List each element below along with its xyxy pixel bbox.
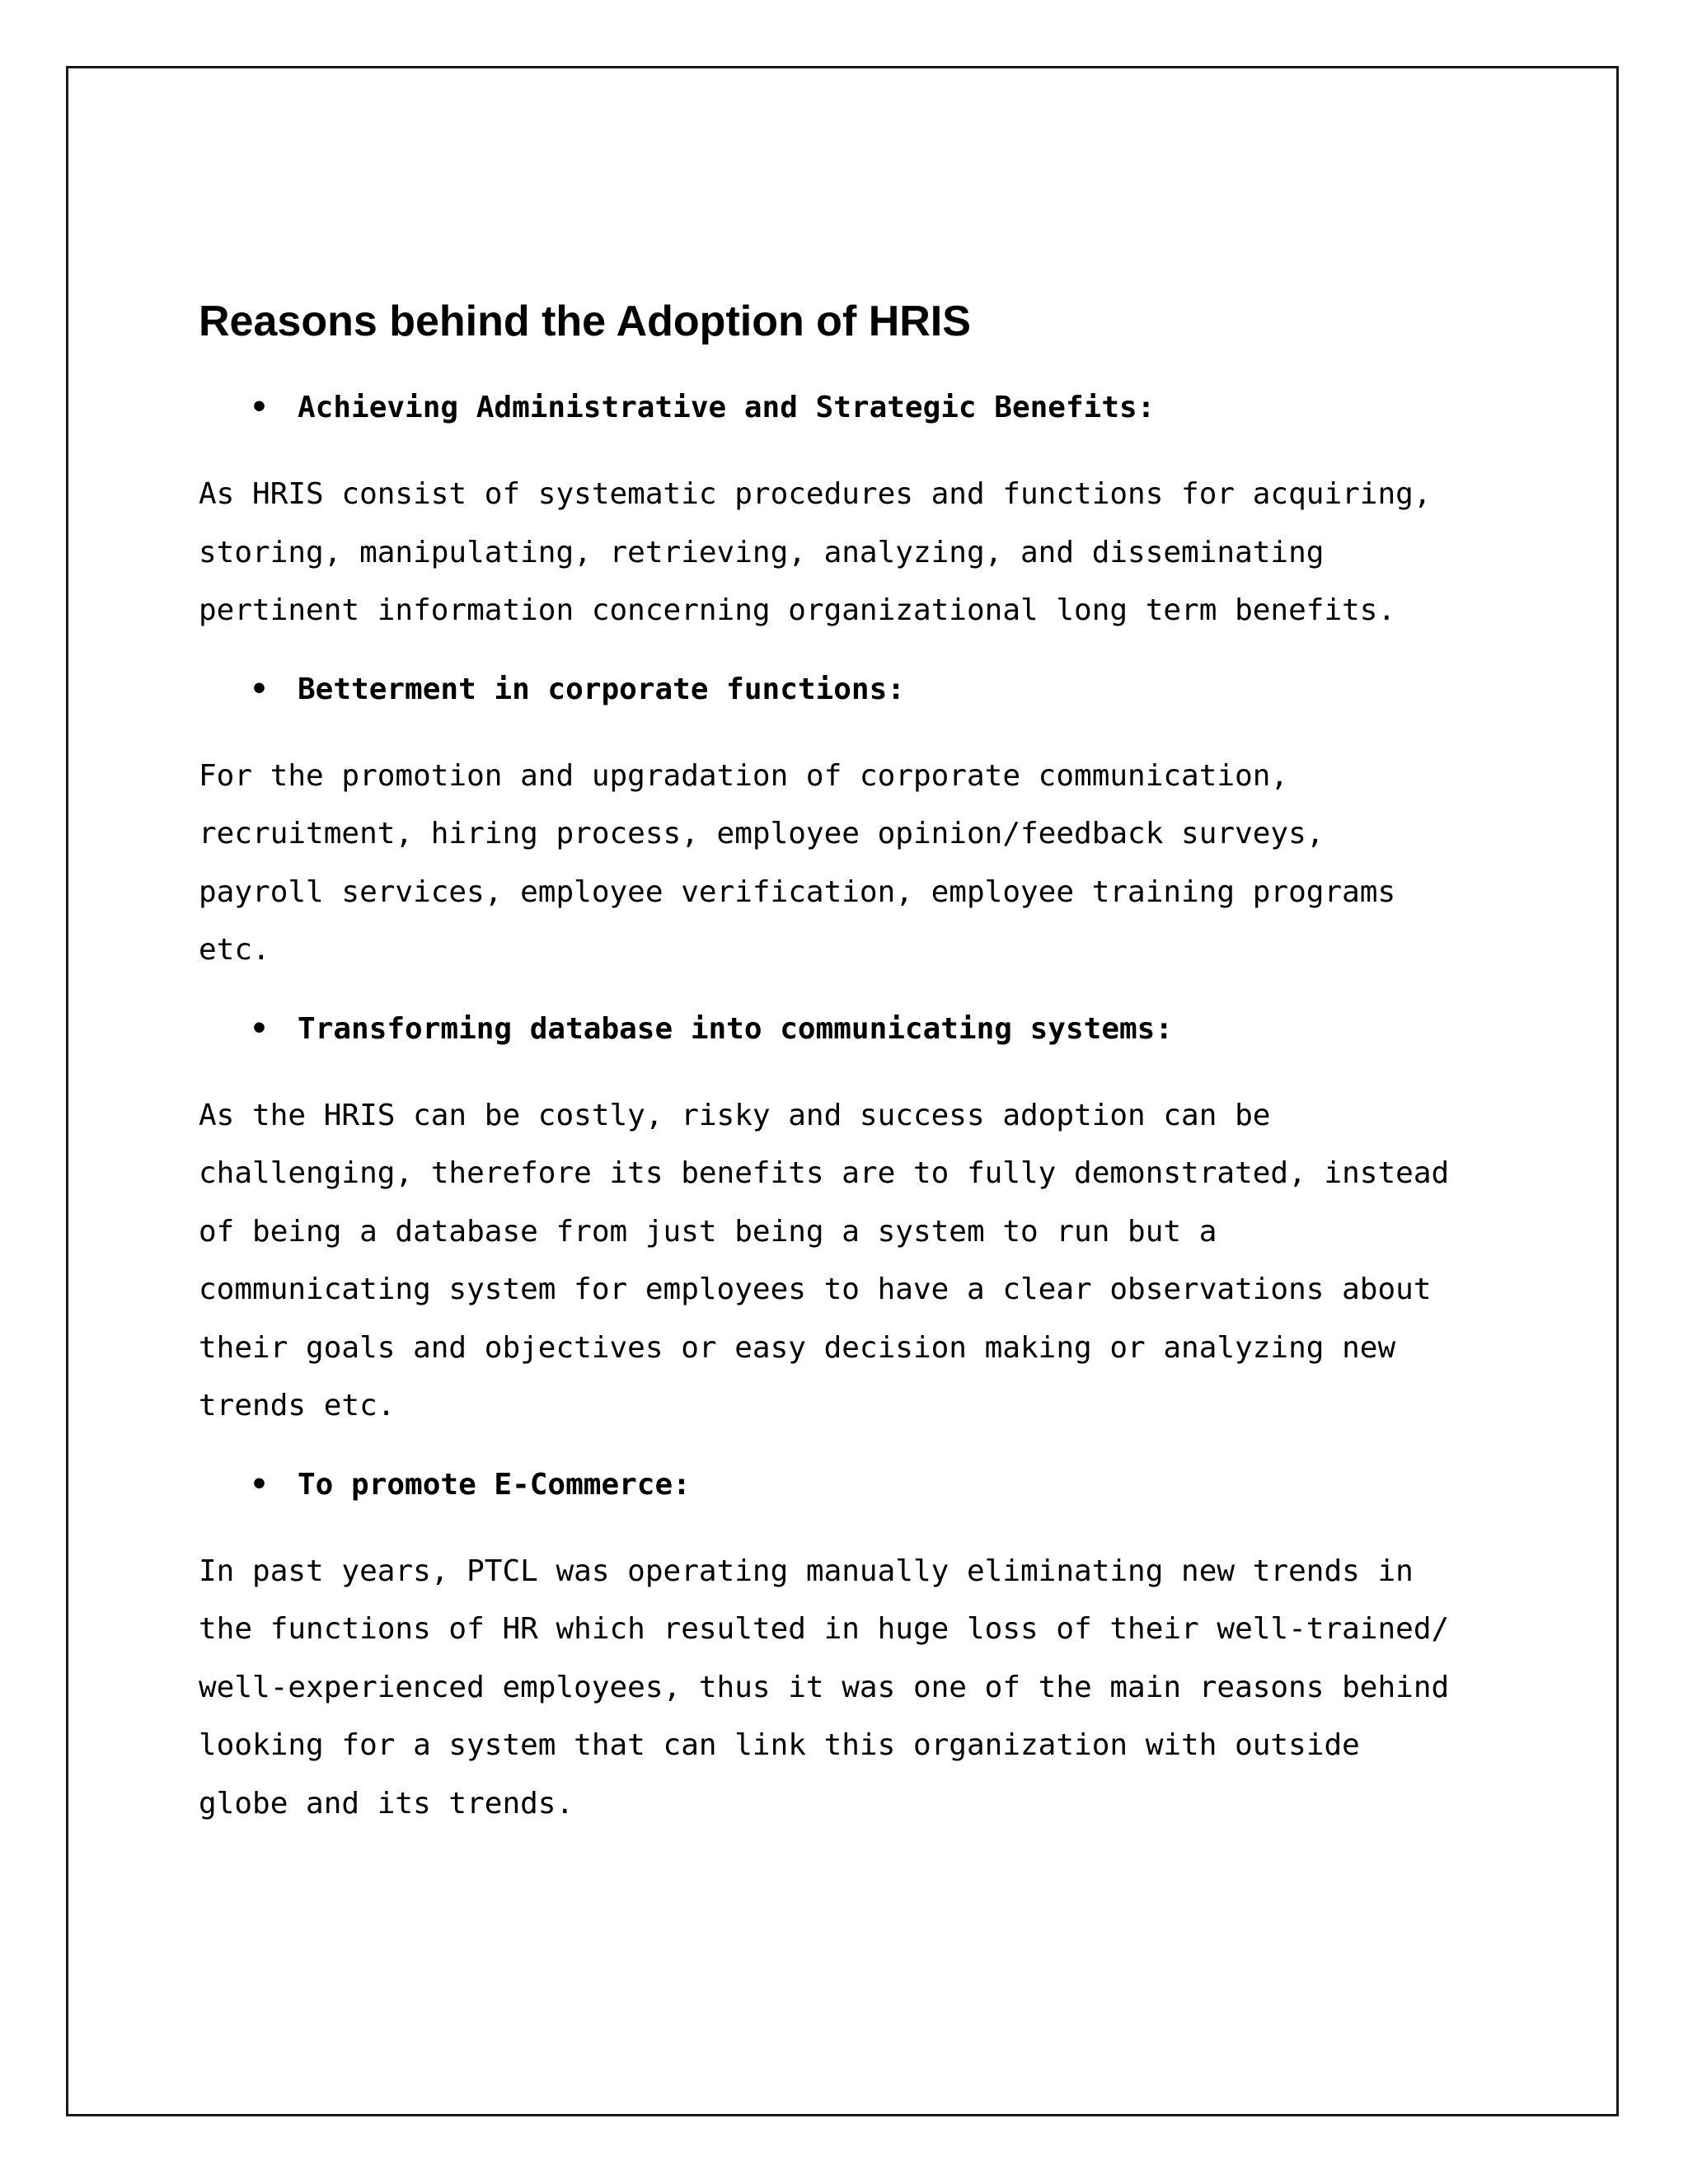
paragraph-line: trends etc. <box>199 1389 396 1422</box>
section-heading-text: Betterment in corporate functions: <box>298 672 905 706</box>
document-content <box>199 284 1501 1858</box>
section-heading-text: Achieving Administrative and Strategic Benefits: <box>298 391 1156 424</box>
section-heading-text: To promote E-Commerce: <box>298 1467 691 1502</box>
paragraph-line: recruitment, hiring process, employee opinion/feedback surveys, <box>199 817 1325 851</box>
paragraph-line: As the HRIS can be costly, risky and success adoption can be <box>199 1098 1271 1132</box>
paragraph-line: etc. <box>199 933 270 967</box>
section-heading <box>199 383 1501 433</box>
section-heading <box>199 665 1501 715</box>
section-paragraph <box>199 1543 1501 1834</box>
section-heading <box>199 1005 1501 1054</box>
paragraph-line: storing, manipulating, retrieving, analyzing, and disseminating <box>199 535 1325 569</box>
paragraph-line: As HRIS consist of systematic procedures and functions for acquiring, <box>199 477 1432 511</box>
paragraph-line: challenging, therefore its benefits are to fully demonstrated, instead <box>199 1156 1450 1190</box>
document-title: Reasons behind the Adoption of HRIS <box>199 298 971 345</box>
bullet-icon: • <box>250 1467 270 1502</box>
paragraph-line: looking for a system that can link this organization with outside <box>199 1728 1360 1762</box>
section-heading <box>199 1460 1501 1510</box>
bullet-icon: • <box>250 672 270 706</box>
paragraph-line: well-experienced employees, thus it was one of the main reasons behind <box>199 1670 1450 1704</box>
paragraph-line: In past years, PTCL was operating manually eliminating new trends in <box>199 1554 1414 1588</box>
bullet-icon: • <box>250 391 270 424</box>
paragraph-line: of being a database from just being a system to run but a <box>199 1214 1217 1249</box>
section-heading-text: Transforming database into communicating systems: <box>298 1011 1174 1046</box>
section-paragraph <box>199 466 1501 640</box>
section-paragraph <box>199 1087 1501 1436</box>
paragraph-line: pertinent information concerning organizational long term benefits. <box>199 593 1396 627</box>
paragraph-line: their goals and objectives or easy decision making or analyzing new <box>199 1330 1396 1365</box>
paragraph-line: globe and its trends. <box>199 1786 574 1821</box>
paragraph-line: the functions of HR which resulted in huge loss of their well-trained/ <box>199 1612 1450 1646</box>
bullet-icon: • <box>250 1011 270 1046</box>
section-paragraph <box>199 748 1501 980</box>
paragraph-line: For the promotion and upgradation of corporate communication, <box>199 758 1289 793</box>
paragraph-line: communicating system for employees to have a clear observations about <box>199 1272 1432 1306</box>
paragraph-line: payroll services, employee verification, employee training programs <box>199 874 1396 909</box>
